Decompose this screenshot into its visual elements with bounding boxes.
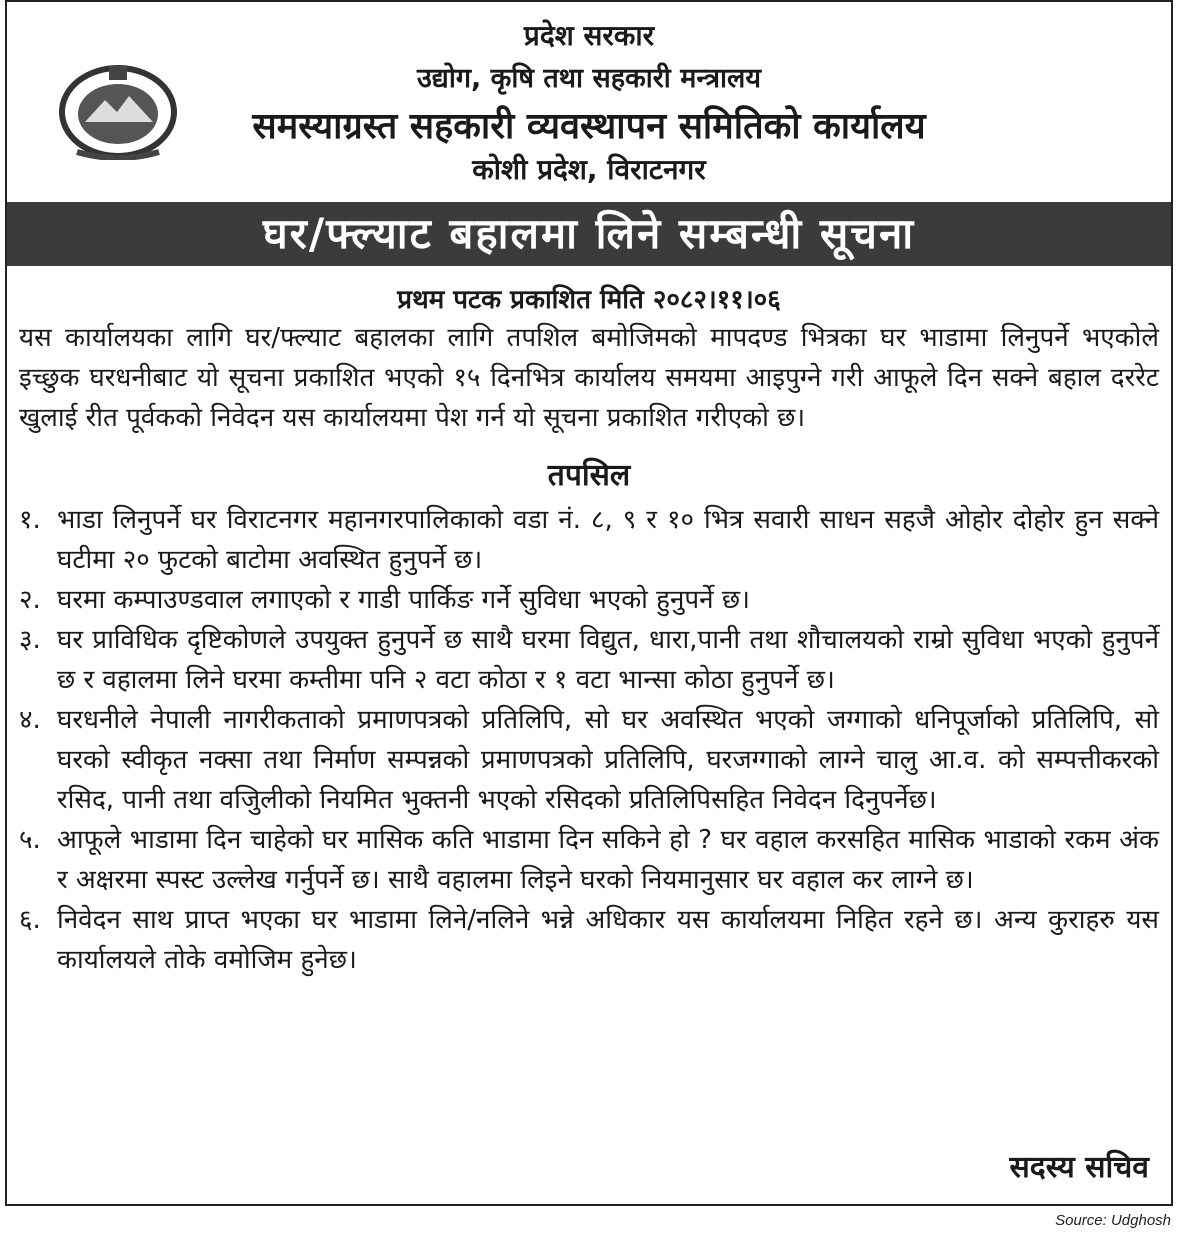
item-number: १.	[19, 505, 41, 535]
notice-title: घर/फ्ल्याट बहालमा लिने सम्बन्धी सूचना	[7, 202, 1171, 266]
source-credit: Source: Udghosh	[1055, 1212, 1171, 1229]
header-province-government: प्रदेश सरकार	[523, 19, 655, 52]
notice-document	[5, 0, 1173, 1206]
header-location: कोशी प्रदेश, विराटनगर	[472, 153, 706, 186]
intro-paragraph: यस कार्यालयका लागि घर/फ्ल्याट बहालका लागि तपशिल बमोजिमको मापदण्ड भित्रका घर भाडामा लिनुपर्ने भएकोले इच्छुक घरधनीबाट यो सूचना प्रकाशित भएको १५ दिनभित्र कार्यालय समयमा आइपुग्ने गरी आफूले दिन सक्ने बहाल दररेट खुलाई रीत पूर्वकको निवेदन यस कार्यालयमा पेश गर्न यो सूचना प्रकाशित गरीएको छ।	[19, 323, 1159, 433]
signature-title: सदस्य सचिव	[1009, 1150, 1149, 1185]
notice-header	[7, 2, 1171, 202]
list-item	[19, 820, 1159, 900]
list-item	[19, 500, 1159, 580]
item-text: घरमा कम्पाउण्डवाल लगाएको र गाडी पार्किङ गर्ने सुविधा भएको हुनुपर्ने छ।	[57, 585, 750, 615]
list-item	[19, 700, 1159, 820]
notice-body	[7, 318, 1171, 980]
item-text: भाडा लिनुपर्ने घर विराटनगर महानगरपालिकाको वडा नं. ८, ९ र १० भित्र सवारी साधन सहजै ओहोर दोहोर हुन सक्ने घटीमा २० फुटको बाटोमा अवस्थित हुनुपर्ने छ।	[57, 505, 1159, 575]
item-number: ६.	[19, 905, 41, 935]
details-list	[19, 500, 1159, 980]
details-heading: तपसिल	[547, 458, 631, 493]
item-text: निवेदन साथ प्राप्त भएका घर भाडामा लिने/नलिने भन्ने अधिकार यस कार्यालयमा निहित रहने छ। अन्य कुराहरु यस कार्यालयले तोके वमोजिम हुनेछ।	[57, 905, 1159, 975]
list-item	[19, 580, 1159, 620]
item-number: ४.	[19, 705, 41, 735]
item-text: आफूले भाडामा दिन चाहेको घर मासिक कति भाडामा दिन सकिने हो ? घर वहाल करसहित मासिक भाडाको रकम अंक र अक्षरमा स्पस्ट उल्लेख गर्नुपर्ने छ। साथै वहालमा लिइने घरको नियमानुसार घर वहाल कर लाग्ने छ।	[57, 825, 1159, 895]
item-text: घरधनीले नेपाली नागरीकताको प्रमाणपत्रको प्रतिलिपि, सो घर अवस्थित भएको जग्गाको धनिपूर्जाको प्रतिलिपि, सो घरको स्वीकृत नक्सा तथा निर्माण सम्पन्नको प्रमाणपत्रको प्रतिलिपि, घरजग्गाको लाग्ने चालु आ.व. को सम्पत्तीकरको रसिद, पानी तथा वजिुलीको नियमित भुक्तनी भएको रसिदको प्रतिलिपिसहित निवेदन दिनुपर्नेछ।	[57, 705, 1159, 815]
header-office: समस्याग्रस्त सहकारी व्यवस्थापन समितिको कार्यालय	[252, 106, 926, 147]
item-number: २.	[19, 585, 41, 615]
header-ministry: उद्योग, कृषि तथा सहकारी मन्त्रालय	[417, 63, 761, 94]
item-number: ३.	[19, 625, 41, 655]
list-item	[19, 900, 1159, 980]
publish-date: प्रथम पटक प्रकाशित मिति २०८२।११।०६	[397, 285, 781, 315]
list-item	[19, 620, 1159, 700]
item-number: ५.	[19, 825, 41, 855]
item-text: घर प्राविधिक दृष्टिकोणले उपयुक्त हुनुपर्ने छ साथै घरमा विद्युत, धारा,पानी तथा शौचालयको राम्रो सुविधा भएको हुनुपर्ने छ र वहालमा लिने घरमा कम्तीमा पनि २ वटा कोठा र १ वटा भान्सा कोठा हुनुपर्ने छ।	[57, 625, 1159, 695]
